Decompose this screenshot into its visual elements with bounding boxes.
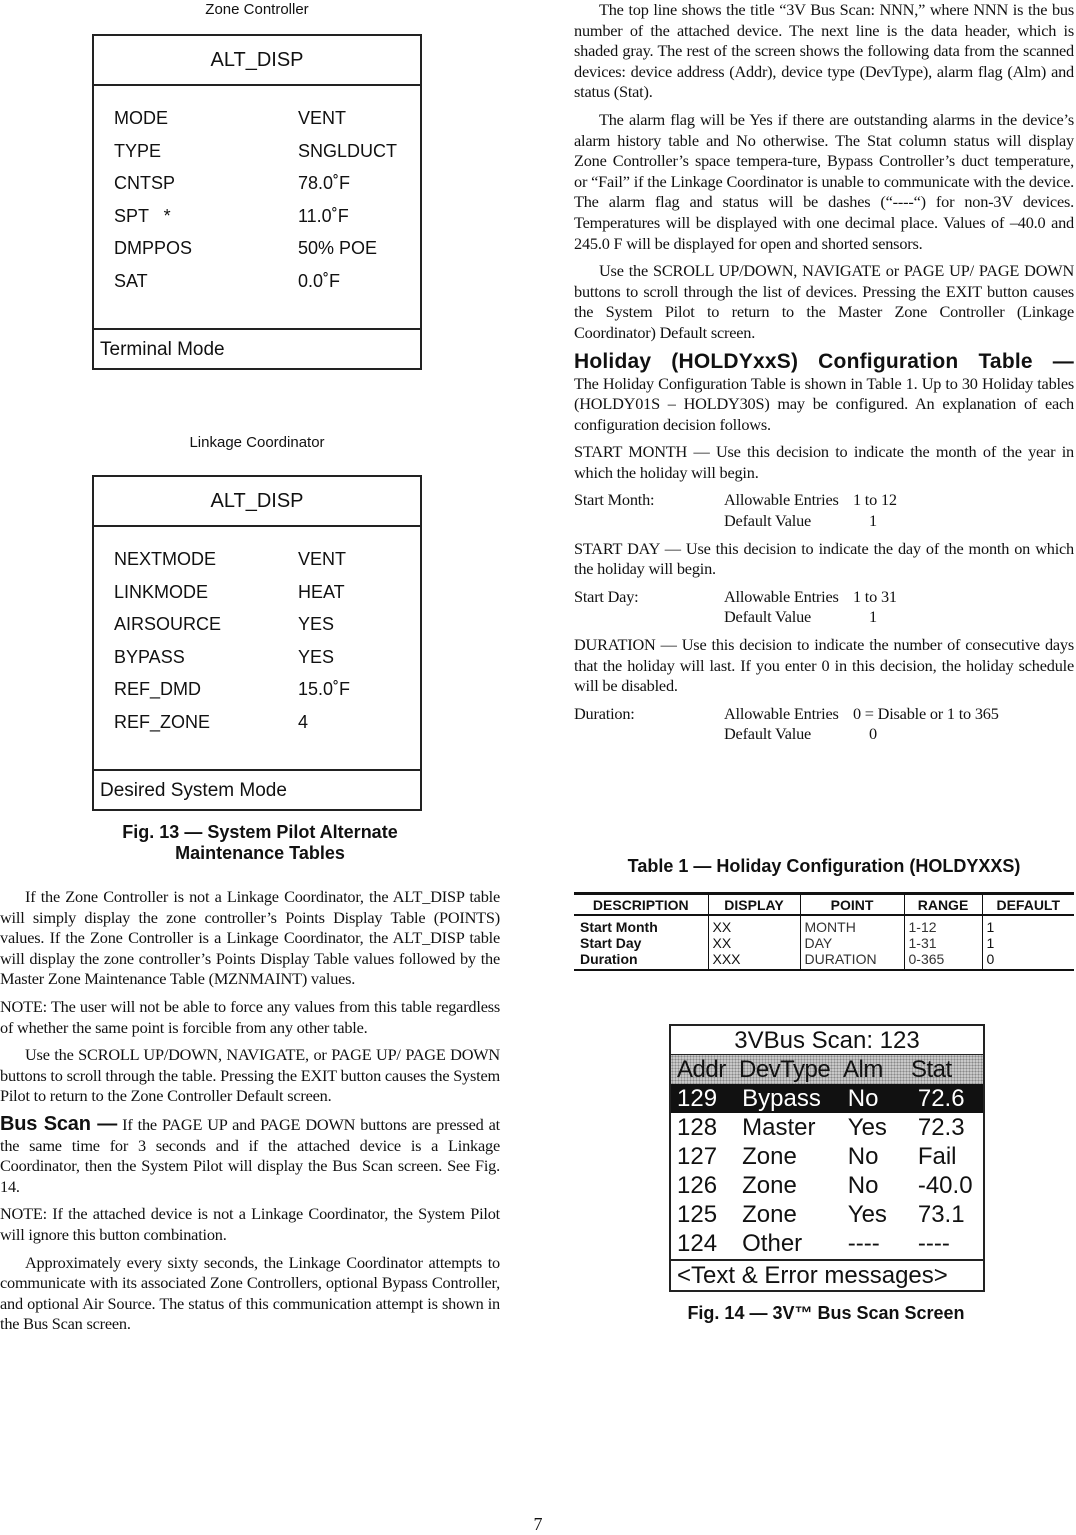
paragraph: DURATION — Use this decision to indicate the number of consecutive days that the holiday will last. If you enter 0 in this decision, the holiday schedule will be disabled. (574, 635, 1074, 696)
device-status: ---- (917, 1230, 950, 1257)
point-value: 50% POE (298, 238, 378, 258)
screen-footer: Desired System Mode (94, 769, 420, 811)
point-value: 78.0˚F (298, 173, 351, 193)
point-name: SPT * (114, 205, 171, 226)
paragraph: The top line shows the title “3V Bus Scan: NNN,” where NNN is the bus number of the attached device. The next line is the data header, which is shaded gray. The rest of the screen shows the following data from the scanned devices: device address (Addr), device type (DevType), alarm flag (Alm) and status (Stat). (574, 0, 1074, 102)
table-1-title: Table 1 — Holiday Configuration (HOLDYXXS) (627, 856, 1021, 876)
point-value: HEAT (298, 581, 345, 602)
right-body-text (574, 0, 1074, 752)
bus-scan-message-line: <Text & Error messages> (671, 1259, 983, 1290)
column-header: RANGE (904, 894, 982, 916)
zone-controller-label: Zone Controller (205, 1, 309, 18)
device-type: Master (742, 1114, 816, 1141)
device-status: 72.3 (917, 1114, 965, 1141)
caption-line: Fig. 13 — System Pilot Alternate (122, 822, 398, 842)
point-value: SNGLDUCT (298, 140, 398, 161)
entry-label: Duration: (574, 703, 635, 723)
point-row (114, 167, 420, 200)
start-month-entry (574, 490, 1074, 531)
allowable-value: 0 = Disable or 1 to 365 (853, 703, 999, 723)
device-type: Zone (742, 1201, 797, 1228)
point-value: VENT (298, 549, 347, 569)
cell-description: Start Month (580, 919, 658, 935)
device-row[interactable] (671, 1113, 983, 1142)
cell-description: Duration (574, 951, 708, 970)
point-row (114, 608, 420, 641)
paragraph: The Holiday Configuration Table is shown in Table 1. Up to 30 Holiday tables (HOLDY01S – HOLDY30S) may be configured. An explanation of each configuration decision follows. (574, 373, 1074, 434)
allowable-value: 1 to 31 (853, 586, 897, 606)
device-addr: 129 (677, 1085, 718, 1112)
device-status: Fail (917, 1143, 957, 1170)
screen-footer: Terminal Mode (94, 328, 420, 370)
device-addr: 127 (677, 1143, 718, 1170)
default-label: Default Value (724, 724, 812, 744)
header-addr: Addr (677, 1056, 726, 1083)
screen-title: ALT_DISP (94, 477, 420, 527)
cell-display: XX (708, 915, 800, 935)
device-status: -40.0 (917, 1172, 973, 1199)
device-type: Bypass (742, 1085, 821, 1112)
device-type: Other (742, 1230, 803, 1257)
holiday-configuration-table (574, 892, 1074, 971)
cell-display: XX (708, 935, 800, 951)
paragraph: Approximately every sixty seconds, the Linkage Coordinator attempts to communicate with its associated Zone Controllers, optional Bypass Controller, and optional Air Source. The status of this communication attempt is shown in the Bus Scan screen. (0, 1252, 500, 1334)
point-name: REF_DMD (114, 679, 202, 699)
cell-point: DAY (800, 935, 904, 951)
point-value: 4 (298, 711, 309, 732)
device-row-selected[interactable] (671, 1084, 983, 1113)
default-value: 1 (869, 607, 877, 627)
column-header: POINT (800, 894, 904, 916)
device-alarm: ---- (847, 1230, 880, 1257)
device-row[interactable] (671, 1142, 983, 1171)
point-row (114, 543, 420, 576)
linkage-coordinator-label: Linkage Coordinator (189, 434, 325, 451)
device-row[interactable] (671, 1229, 983, 1258)
cell-point: MONTH (800, 915, 904, 935)
point-row (114, 265, 420, 298)
allowable-label: Allowable Entries (724, 586, 839, 606)
point-value: VENT (298, 108, 347, 128)
header-stat: Stat (911, 1056, 952, 1083)
bus-scan-screen (669, 1024, 985, 1292)
device-type: Zone (742, 1172, 797, 1199)
table-row (574, 951, 1074, 970)
device-row[interactable] (671, 1200, 983, 1229)
screen-body (94, 527, 420, 769)
table-header-row (574, 894, 1074, 916)
cell-default: 0 (982, 951, 1074, 970)
device-addr: 128 (677, 1114, 718, 1141)
device-addr: 125 (677, 1201, 718, 1228)
figure-13-caption (60, 822, 460, 864)
point-row (114, 641, 420, 674)
point-row (114, 706, 420, 739)
cell-range: 0-365 (904, 951, 982, 970)
cell-range: 1-12 (904, 915, 982, 935)
device-alarm: Yes (847, 1201, 887, 1228)
point-name: AIRSOURCE (114, 614, 222, 634)
point-name: REF_ZONE (114, 711, 211, 732)
entry-label: Start Day: (574, 586, 639, 606)
point-name: DMPPOS (114, 238, 193, 258)
figure-14-caption: Fig. 14 — 3V™ Bus Scan Screen (687, 1303, 965, 1323)
screen-title: ALT_DISP (94, 36, 420, 86)
default-label: Default Value (724, 511, 812, 531)
device-addr: 124 (677, 1230, 718, 1257)
section-heading: Bus Scan — (0, 1112, 118, 1135)
cell-default: 1 (982, 915, 1074, 935)
point-name: SAT (114, 270, 148, 291)
paragraph: Use the SCROLL UP/DOWN, NAVIGATE, or PAGE UP/ PAGE DOWN buttons to scroll through the table. Pressing the EXIT button causes the System Pilot to return to the Zone Controller Default screen. (0, 1045, 500, 1106)
note-paragraph: NOTE: The user will not be able to force any values from this table regardless of whether the same point is forcible from any other table. (0, 996, 500, 1037)
point-row (114, 102, 420, 135)
device-status: 73.1 (917, 1201, 965, 1228)
cell-display: XXX (708, 951, 800, 970)
bus-scan-title: 3VBus Scan: 123 (671, 1026, 983, 1055)
point-row (114, 673, 420, 706)
device-addr: 126 (677, 1172, 718, 1199)
device-alarm: No (847, 1172, 879, 1199)
note-paragraph: NOTE: If the attached device is not a Linkage Coordinator, the System Pilot will ignore this button combination. (0, 1204, 500, 1244)
paragraph: START MONTH — Use this decision to indicate the month of the year in which the holiday will begin. (574, 442, 1074, 482)
default-value: 1 (869, 511, 877, 531)
cell-default: 1 (982, 935, 1074, 951)
default-label: Default Value (724, 607, 812, 627)
entry-label: Start Month: (574, 490, 655, 510)
default-value: 0 (869, 724, 877, 744)
header-alm: Alm (843, 1056, 883, 1083)
point-value: 15.0˚F (298, 679, 351, 699)
section-heading: Holiday (HOLDYxxS) Configuration Table — (574, 349, 1074, 373)
point-name: CNTSP (114, 173, 176, 193)
column-header: DESCRIPTION (574, 894, 708, 916)
point-row (114, 135, 420, 168)
paragraph: The alarm flag will be Yes if there are outstanding alarms in the device’s alarm history table and No otherwise. The Stat column status will display Zone Controller’s space tempera-ture, Bypass Controller’s duct temperature, or “Fail” if the Linkage Coordinator is unable to communicate with the device. The alarm flag and status will be dashes (“----“) for non-3V devices. Temperatures will be displayed with one decimal place. Values of –40.0 and 245.0 F will be displayed for open and shorted sensors. (574, 109, 1074, 253)
point-row (114, 200, 420, 233)
point-name: BYPASS (114, 646, 185, 667)
duration-entry (574, 704, 1074, 745)
cell-range: 1-31 (904, 935, 982, 951)
allowable-label: Allowable Entries (724, 703, 839, 723)
point-name: LINKMODE (114, 581, 209, 602)
page-number: 7 (533, 1514, 543, 1534)
point-name: MODE (114, 108, 168, 128)
point-value: YES (298, 646, 335, 667)
point-row (114, 232, 420, 265)
zone-controller-alt-disp-screen (92, 34, 422, 370)
paragraph: Use the SCROLL UP/DOWN, NAVIGATE or PAGE UP/ PAGE DOWN buttons to scroll through the list of devices. Pressing the EXIT button causes the System Pilot to return to the Master Zone Controller (Linkage Coordinator) Default screen. (574, 261, 1074, 342)
header-devtype: DevType (739, 1056, 831, 1083)
paragraph-text: If the PAGE UP and PAGE DOWN buttons are pressed at the same time for 3 seconds and if the attached device is a Linkage Coordinator, then the System Pilot will display the Bus Scan screen. See Fig. 14. (0, 1114, 501, 1196)
device-row[interactable] (671, 1171, 983, 1200)
caption-line: Maintenance Tables (175, 843, 345, 863)
point-value: 0.0˚F (298, 270, 341, 291)
column-header: DISPLAY (708, 894, 800, 916)
left-body-text (0, 887, 500, 1342)
table-row (574, 935, 1074, 951)
point-row (114, 576, 420, 609)
bus-scan-section (0, 1114, 500, 1197)
device-alarm: Yes (847, 1114, 887, 1141)
device-alarm: No (847, 1143, 879, 1170)
device-type: Zone (742, 1143, 797, 1170)
cell-description: Start Day (580, 935, 642, 951)
device-alarm: No (847, 1085, 879, 1112)
point-name: TYPE (114, 140, 162, 161)
allowable-label: Allowable Entries (724, 490, 839, 510)
start-day-entry (574, 587, 1074, 628)
column-header: DEFAULT (982, 894, 1074, 916)
screen-body (94, 86, 420, 328)
holiday-section (574, 350, 1074, 436)
paragraph: If the Zone Controller is not a Linkage Coordinator, the ALT_DISP table will simply display the zone controller’s Points Display Table (POINTS) values. If the Zone Controller is a Linkage Coordinator, the ALT_DISP table will display the zone controller’s Points Display Table values followed by the Master Zone Maintenance Table (MZNMAINT) values. (0, 887, 500, 989)
paragraph: START DAY — Use this decision to indicate the day of the month on which the holiday will begin. (574, 538, 1074, 579)
point-name: NEXTMODE (114, 549, 217, 569)
allowable-value: 1 to 12 (853, 490, 897, 510)
table-row (574, 915, 1074, 935)
point-value: 11.0˚F (298, 205, 349, 226)
linkage-coordinator-alt-disp-screen (92, 475, 422, 811)
bus-scan-header-row (671, 1055, 983, 1084)
device-status: 72.6 (917, 1085, 965, 1112)
cell-point: DURATION (800, 951, 904, 970)
point-value: YES (298, 614, 335, 634)
